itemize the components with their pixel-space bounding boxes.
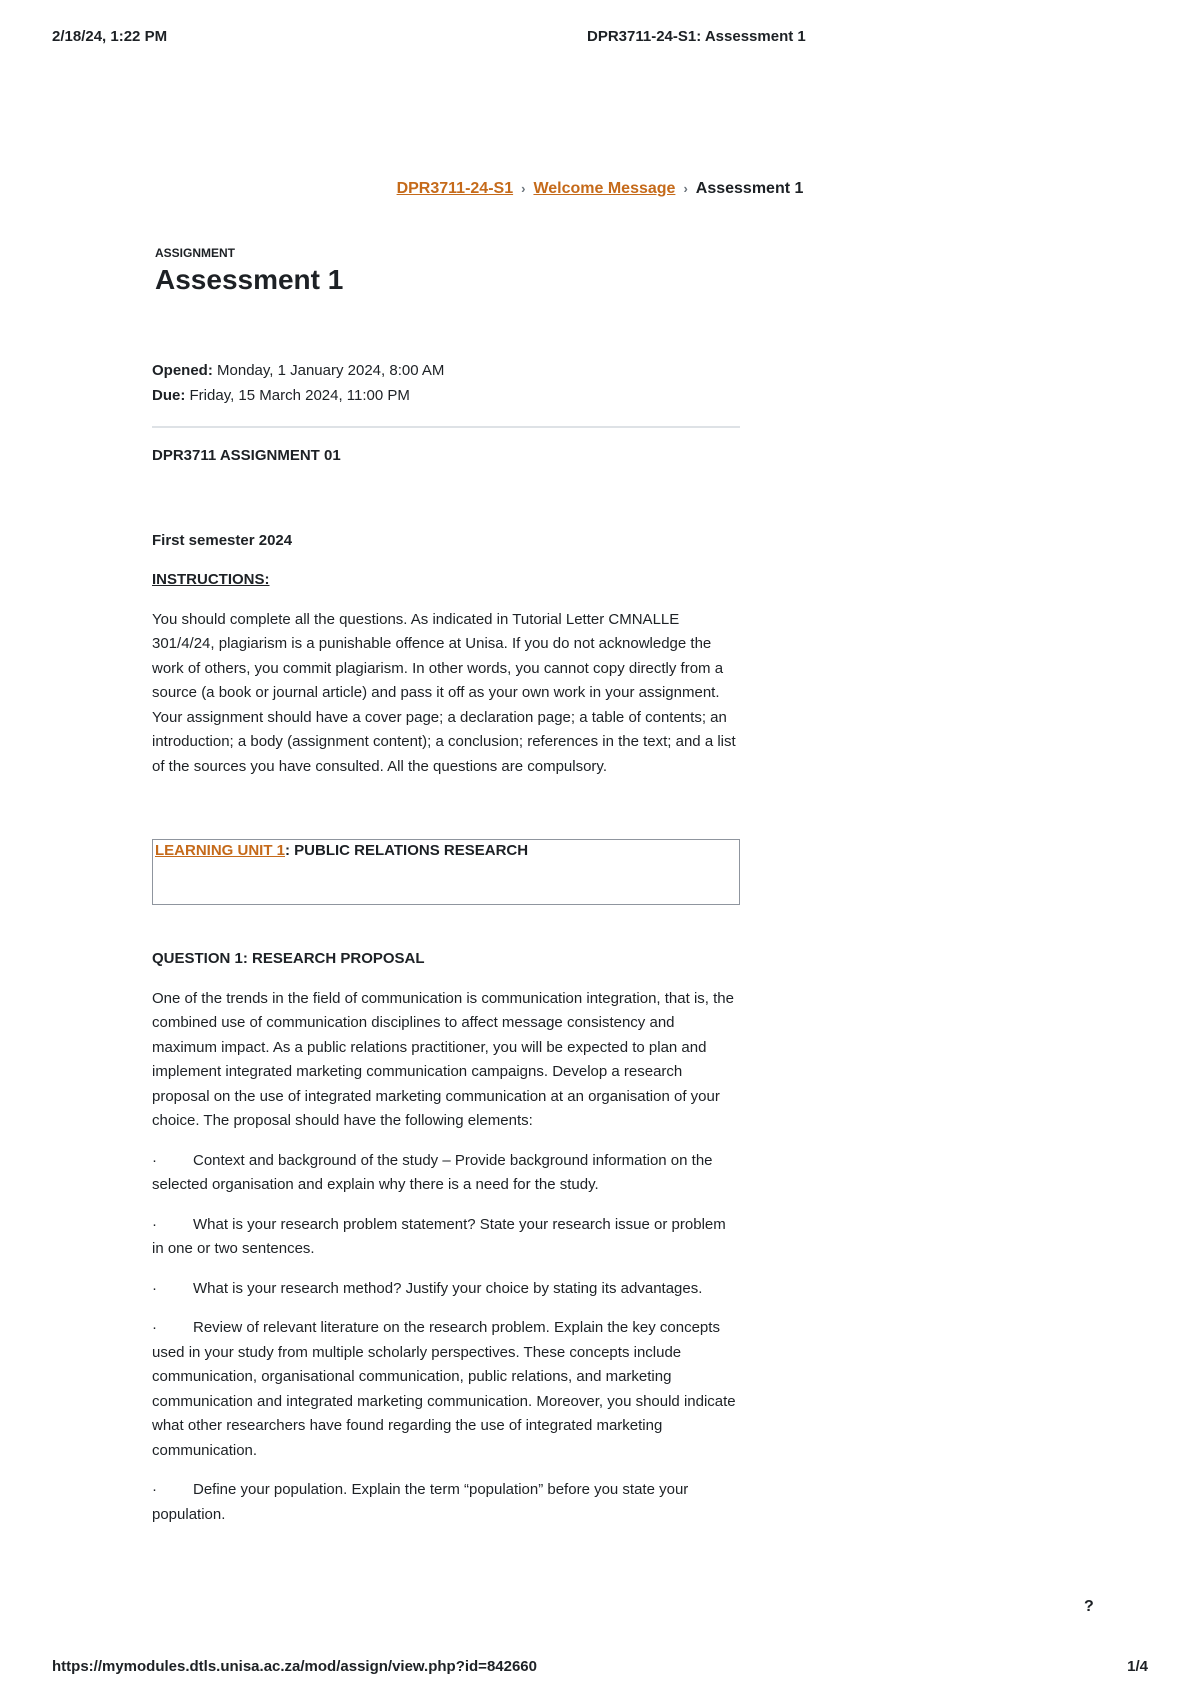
activity-type-label: ASSIGNMENT xyxy=(155,246,236,260)
question-text: One of the trends in the field of communication is communication integration, that is, the combined use of communication disciplines to affect message consistency and maximum impact. As a public relations practitioner, you will be expected to plan and implement integrated marketing communication campaigns. Develop a research proposal on the use of integrated marketing communication at an organisation of your choice. The proposal should have the following elements: xyxy=(152,989,734,1129)
chevron-right-icon: › xyxy=(521,181,526,196)
bullet-icon: · xyxy=(152,1319,157,1336)
list-item: · Context and background of the study – Provide background information on the selected organisation and explain why there is a need for the study. xyxy=(152,1149,740,1198)
activity-dates xyxy=(152,358,740,408)
page-title: Assessment 1 xyxy=(155,264,344,295)
semester-label: First semester 2024 xyxy=(152,531,293,549)
assignment-heading: DPR3711 ASSIGNMENT 01 xyxy=(152,447,341,464)
bullet-icon: · xyxy=(152,1151,157,1169)
print-footer xyxy=(52,1658,1148,1678)
learning-unit-link[interactable]: LEARNING UNIT 1 xyxy=(155,842,286,859)
list-item: · What is your research problem statement? State your research issue or problem in one or two sentences. xyxy=(152,1213,740,1262)
bullet-icon: · xyxy=(152,1481,157,1498)
bullet-icon: · xyxy=(152,1215,157,1233)
list-item: · What is your research method? Justify your choice by stating its advantages. xyxy=(152,1277,740,1302)
print-url: https://mymodules.dtls.unisa.ac.za/mod/assign/view.php?id=842660 xyxy=(52,1658,537,1675)
list-item: · Define your population. Explain the term “population” before you state your population. xyxy=(152,1478,740,1527)
learning-unit-box xyxy=(152,839,740,905)
opened-date: Opened: Monday, 1 January 2024, 8:00 AM xyxy=(152,362,445,379)
breadcrumb-current: Assessment 1 xyxy=(695,180,804,197)
breadcrumb-welcome-link[interactable]: Welcome Message xyxy=(533,180,676,197)
print-page-number: 1/4 xyxy=(1127,1658,1148,1675)
bullet-icon: · xyxy=(152,1279,157,1297)
print-header xyxy=(52,28,1148,48)
list-item: · Review of relevant literature on the research problem. Explain the key concepts used in your study from multiple scholarly perspectives. These concepts include communication, organisational communication, public relations, and marketing communication and integrated marketing communication. Moreover, you should indicate what other researchers have found regarding the use of integrated marketing communication. xyxy=(152,1316,740,1463)
breadcrumb xyxy=(0,180,1200,198)
instructions-text: You should complete all the questions. As indicated in Tutorial Letter CMNALLE 301/4/24, plagiarism is a punishable offence at Unisa. If you do not acknowledge the work of others, you commit plagiarism. In other words, you cannot copy directly from a source (a book or journal article) and pass it off as your own work in your assignment. Your assignment should have a cover page; a declaration page; a table of contents; an introduction; a body (assignment content); a conclusion; references in the text; and a list of the sources you have consulted. All the questions are compulsory. xyxy=(152,610,736,775)
breadcrumb-course-link[interactable]: DPR3711-24-S1 xyxy=(396,180,514,197)
learning-unit-title: : PUBLIC RELATIONS RESEARCH xyxy=(285,842,529,859)
help-icon[interactable]: ? xyxy=(1084,1598,1094,1615)
print-title: DPR3711-24-S1: Assessment 1 xyxy=(587,28,806,45)
divider xyxy=(152,426,740,428)
question-heading: QUESTION 1: RESEARCH PROPOSAL xyxy=(152,950,425,967)
due-date: Due: Friday, 15 March 2024, 11:00 PM xyxy=(152,387,410,404)
main-content xyxy=(152,246,740,1527)
instructions-heading: INSTRUCTIONS: xyxy=(152,571,270,588)
chevron-right-icon: › xyxy=(683,181,688,196)
print-date: 2/18/24, 1:22 PM xyxy=(52,28,168,45)
